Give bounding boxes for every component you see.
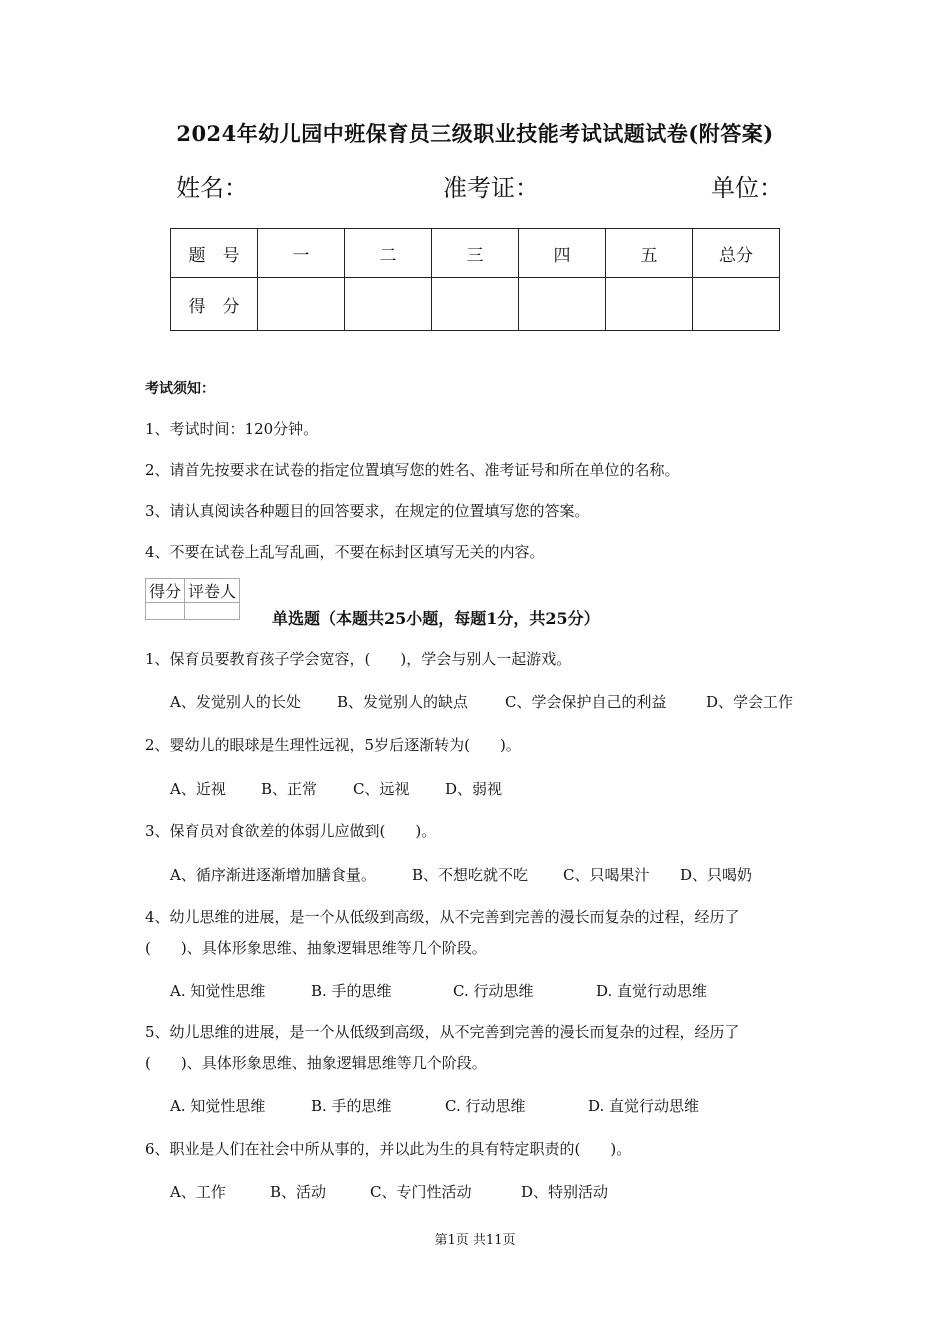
option-2b: B、正常 (261, 780, 318, 798)
grader-score-label: 得分 (146, 579, 185, 603)
question-4-cont: ( )、具体形象思维、抽象逻辑思维等几个阶段。 (145, 939, 487, 957)
score-cell (345, 278, 432, 331)
question-4: 4、幼儿思维的进展，是一个从低级到高级，从不完善到完善的漫长而复杂的过程，经历了 (145, 908, 740, 926)
page-title: 2024年幼儿园中班保育员三级职业技能考试试题试卷(附答案) (176, 121, 774, 146)
score-header-total: 总分 (693, 229, 780, 278)
score-cell (519, 278, 606, 331)
notes-heading: 考试须知： (145, 381, 215, 397)
section-title: 单选题（本题共25小题，每题1分，共25分） (272, 609, 600, 628)
question-5-cont: ( )、具体形象思维、抽象逻辑思维等几个阶段。 (145, 1054, 487, 1072)
question-2: 2、婴幼儿的眼球是生理性远视，5岁后逐渐转为( )。 (145, 736, 521, 754)
option-3d: D、只喝奶 (680, 866, 753, 884)
score-cell (258, 278, 345, 331)
option-6d: D、特别活动 (521, 1183, 609, 1201)
option-2a: A、近视 (170, 780, 226, 798)
note-item: 2、请首先按要求在试卷的指定位置填写您的姓名、准考证号和所在单位的名称。 (145, 461, 680, 479)
option-6c: C、专门性活动 (370, 1183, 472, 1201)
question-1: 1、保育员要教育孩子学会宽容，( )，学会与别人一起游戏。 (145, 650, 572, 668)
option-1c: C、学会保护自己的利益 (505, 693, 667, 711)
exam-id-label: 准考证： (443, 174, 539, 202)
option-6b: B、活动 (270, 1183, 327, 1201)
option-4d: D. 直觉行动思维 (596, 982, 708, 1000)
grader-name-cell (185, 603, 240, 620)
note-item: 1、考试时间：120分钟。 (145, 420, 319, 438)
score-header-label: 题 号 (171, 229, 258, 278)
option-4c: C. 行动思维 (453, 982, 534, 1000)
option-5d: D. 直觉行动思维 (588, 1097, 700, 1115)
question-3: 3、保育员对食欲差的体弱儿应做到( )。 (145, 822, 437, 840)
option-2d: D、弱视 (445, 780, 503, 798)
option-3a: A、循序渐进逐渐增加膳食量。 (170, 866, 376, 884)
option-5a: A. 知觉性思维 (170, 1097, 266, 1115)
option-1a: A、发觉别人的长处 (170, 693, 301, 711)
score-table (170, 228, 780, 331)
option-5b: B. 手的思维 (311, 1097, 392, 1115)
option-4a: A. 知觉性思维 (170, 982, 266, 1000)
option-3c: C、只喝果汁 (563, 866, 650, 884)
score-header-2: 二 (345, 229, 432, 278)
page-footer: 第1页 共11页 (434, 1233, 516, 1248)
grader-name-label: 评卷人 (185, 579, 240, 603)
score-header-1: 一 (258, 229, 345, 278)
score-row-label: 得 分 (171, 278, 258, 331)
question-5: 5、幼儿思维的进展，是一个从低级到高级，从不完善到完善的漫长而复杂的过程，经历了 (145, 1023, 740, 1041)
grader-box (145, 578, 240, 620)
unit-label: 单位： (711, 174, 783, 202)
note-item: 4、不要在试卷上乱写乱画，不要在标封区填写无关的内容。 (145, 543, 545, 561)
score-cell (693, 278, 780, 331)
score-cell (432, 278, 519, 331)
option-2c: C、远视 (353, 780, 410, 798)
option-6a: A、工作 (170, 1183, 226, 1201)
option-1d: D、学会工作 (706, 693, 794, 711)
score-header-4: 四 (519, 229, 606, 278)
question-6: 6、职业是人们在社会中所从事的，并以此为生的具有特定职责的( )。 (145, 1140, 632, 1158)
score-cell (606, 278, 693, 331)
note-item: 3、请认真阅读各种题目的回答要求，在规定的位置填写您的答案。 (145, 502, 590, 520)
option-4b: B. 手的思维 (311, 982, 392, 1000)
grader-score-cell (146, 603, 185, 620)
score-header-5: 五 (606, 229, 693, 278)
name-label: 姓名： (176, 174, 248, 202)
option-1b: B、发觉别人的缺点 (337, 693, 469, 711)
option-5c: C. 行动思维 (445, 1097, 526, 1115)
option-3b: B、不想吃就不吃 (412, 866, 529, 884)
score-header-3: 三 (432, 229, 519, 278)
